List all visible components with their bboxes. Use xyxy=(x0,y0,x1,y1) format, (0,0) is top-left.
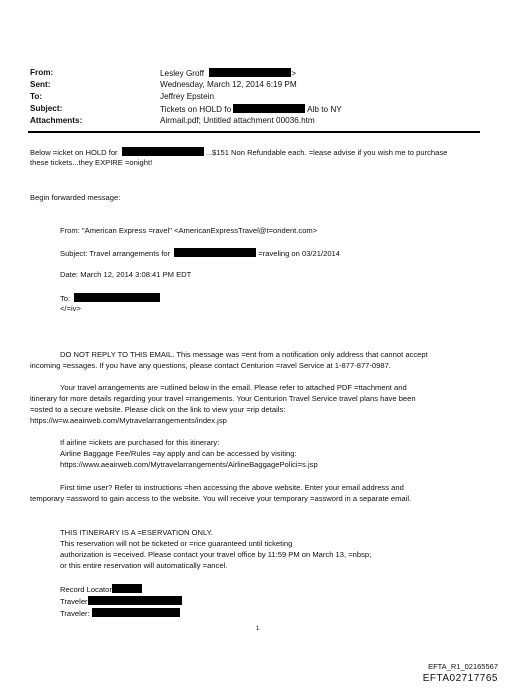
subject-suffix: Alb to NY xyxy=(307,105,342,114)
fwd-subject-suffix: =raveling on 03/21/2014 xyxy=(258,249,340,258)
redaction-traveler-2 xyxy=(92,608,180,617)
traveler-2 xyxy=(60,608,180,619)
intro-line-2: these tickets...they EXPIRE =onight! xyxy=(30,158,153,167)
p2-line-1: Your travel arrangements are =utlined below in the email. Please refer to attached PDF =ttachment and xyxy=(60,383,407,392)
attachments-value[interactable]: Airmail.pdf; Untitled attachment 00036.htm xyxy=(160,116,315,125)
p5-line-4: or this entire reservation will automatically =ancel. xyxy=(60,561,228,570)
redaction-traveler-1 xyxy=(88,596,182,605)
footer-id-large: EFTA02717765 xyxy=(422,673,498,684)
to-label: To: xyxy=(30,92,43,101)
fwd-div-tag: </=iv> xyxy=(60,304,81,313)
p5-line-1: THIS ITINERARY IS A =ESERVATION ONLY. xyxy=(60,528,213,537)
subject-prefix: Tickets on HOLD fo xyxy=(160,105,232,114)
p5-line-2: This reservation will not be ticketed or =rice guaranteed until ticketing xyxy=(60,539,293,548)
intro-prefix: Below =icket on HOLD for xyxy=(30,148,118,157)
p2-line-3: =osted to a secure website. Please click on the link to view your =rip details: xyxy=(30,405,286,414)
fwd-date: Date: March 12, 2014 3:08:41 PM EDT xyxy=(60,270,192,279)
redaction-intro-name xyxy=(122,147,204,156)
from-label: From: xyxy=(30,68,54,77)
traveler-1-label: Traveler xyxy=(60,597,88,606)
fwd-to-label: To: xyxy=(60,294,71,303)
p3-link[interactable]: https://www.aeairweb.com/Mytravelarrangements/AirlineBaggagePolici=s.jsp xyxy=(60,460,318,469)
intro-line-1 xyxy=(30,147,447,158)
record-locator-label: Record Locator xyxy=(60,585,112,594)
to-value: Jeffrey Epstein xyxy=(160,92,215,101)
fwd-to xyxy=(60,293,160,304)
redaction-record-locator xyxy=(112,584,142,593)
p4-line-2: temporary =assword to gain access to the website. You will receive your temporary =assword in a separate email. xyxy=(30,494,412,503)
traveler-1 xyxy=(60,596,182,607)
p3-line-1: If airline =ickets are purchased for this itinerary: xyxy=(60,438,220,447)
p4-line-1: First time user? Refer to instructions =hen accessing the above website. Enter your email address and xyxy=(60,483,404,492)
p2-line-2: itinerary for more details regarding your travel =rrangements. Your Centurion Travel Service travel plans have been xyxy=(30,394,416,403)
p2-link[interactable]: https://w=w.aeairweb.com/Mytravelarrangements/index.jsp xyxy=(30,416,227,425)
sent-label: Sent: xyxy=(30,80,51,89)
begin-forwarded: Begin forwarded message: xyxy=(30,193,121,202)
redaction-fwd-subject xyxy=(174,248,256,257)
traveler-2-label: Traveler: xyxy=(60,609,90,618)
p3-line-2: Airline Baggage Fee/Rules =ay apply and can be accessed by visiting: xyxy=(60,449,297,458)
intro-suffix: ...$151 Non Refundable each. =lease advise if you wish me to purchase xyxy=(205,148,448,157)
sent-value: Wednesday, March 12, 2014 6:19 PM xyxy=(160,80,297,89)
p1-line-2: incoming =essages. If you have any questions, please contact Centurion =ravel Service at 1-877-877-0987. xyxy=(30,361,391,370)
page-number: 1 xyxy=(256,626,260,632)
fwd-subject-prefix: Subject: Travel arrangements for xyxy=(60,249,171,258)
redaction-fwd-to xyxy=(74,293,160,302)
redaction-subject xyxy=(233,104,305,113)
p1-line-1: DO NOT REPLY TO THIS EMAIL. This message was =ent from a notification only address that cannot accept xyxy=(60,350,428,359)
p5-line-3: authorization is =eceived. Please contact your travel office by 11:59 PM on March 13, =nbsp; xyxy=(60,550,372,559)
footer-id-small: EFTA_R1_02165567 xyxy=(428,662,498,671)
fwd-subject xyxy=(60,248,340,259)
from-name: Lesley Groff xyxy=(160,69,204,78)
subject-label: Subject: xyxy=(30,104,63,113)
attachments-label: Attachments: xyxy=(30,116,83,125)
from-value xyxy=(160,68,296,78)
fwd-from: From: "American Express =ravel" <AmericanExpressTravel@t=ondent.com> xyxy=(60,226,318,235)
redaction-from-email xyxy=(209,68,291,77)
from-suffix: > xyxy=(291,69,297,78)
subject-value xyxy=(160,104,342,114)
record-locator xyxy=(60,584,142,595)
header-divider xyxy=(28,131,480,133)
